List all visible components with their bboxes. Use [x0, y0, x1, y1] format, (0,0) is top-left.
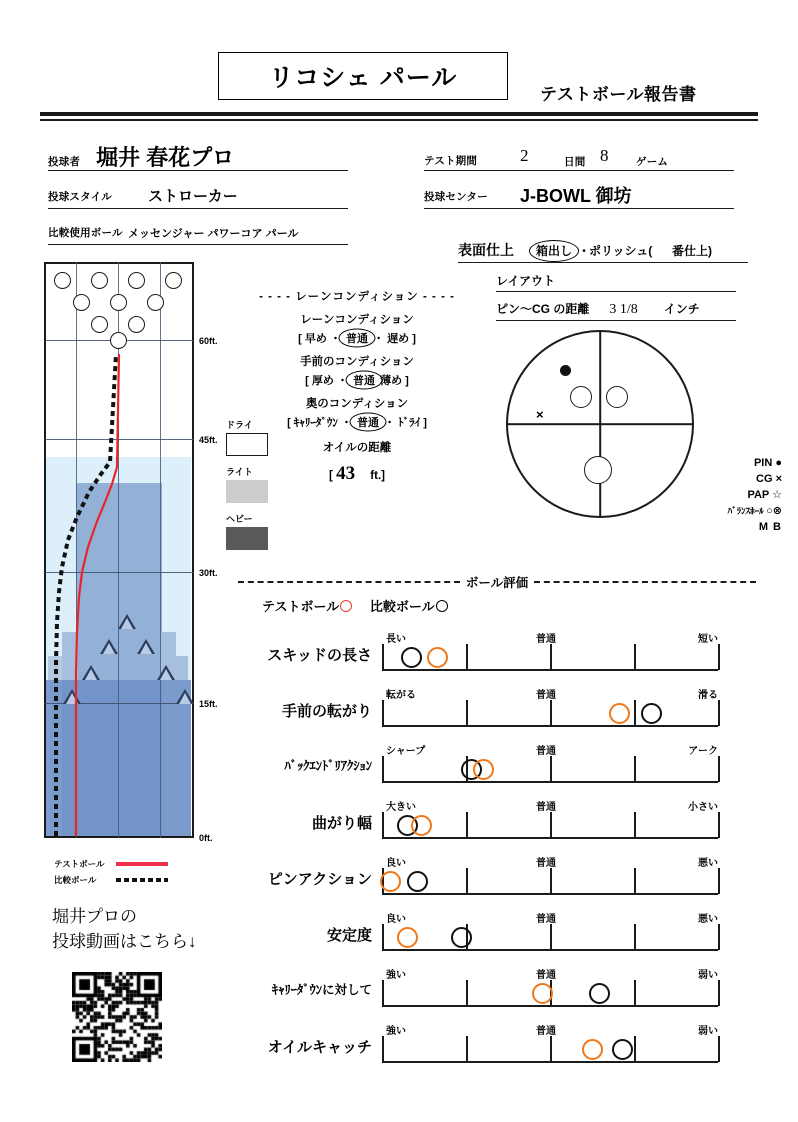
test-ball-path: [76, 354, 119, 836]
compare-ball-line-swatch: [116, 878, 168, 882]
key-test-label: テストボール: [262, 599, 340, 614]
surface-label: 表面仕上: [458, 242, 514, 258]
scale-row: [236, 910, 758, 966]
scale-tick: [382, 700, 384, 726]
scale-row: [236, 798, 758, 854]
lc-g1-opt-2[interactable]: 薄め: [380, 375, 403, 387]
lane-diagram: [44, 262, 194, 838]
dash-left: [238, 581, 460, 583]
lc-g1-opt-1-selected[interactable]: 普通: [351, 372, 377, 388]
scale-bar[interactable]: [382, 966, 718, 1016]
path-legend-test-row: [54, 858, 204, 870]
scale-label-right: 悪い: [698, 914, 718, 925]
scale-label-right: 弱い: [698, 970, 718, 981]
layout-title: レイアウト: [496, 272, 736, 292]
ball-legend-mb-label: M B: [758, 520, 782, 533]
compare-ball-label: 比較使用ボール: [48, 227, 123, 239]
lc-g0-opt-1-selected[interactable]: 普通: [344, 330, 370, 346]
scale-tick: [550, 644, 552, 670]
bowler-label: 投球者: [48, 156, 81, 168]
test-period-field: [424, 146, 734, 171]
compare-ball-marker[interactable]: [641, 703, 662, 724]
scale-tick: [466, 700, 468, 726]
scale-row-label: 安定度: [326, 927, 372, 944]
lc-group-1-options: [252, 372, 462, 388]
lc-group-1-name: 手前のコンディション: [300, 356, 414, 368]
compare-ball-marker[interactable]: [451, 927, 472, 948]
style-field: [48, 180, 348, 209]
header-rule-thin: [40, 119, 758, 121]
cg-marker-icon: ×: [536, 407, 544, 422]
scale-tick: [382, 644, 384, 670]
scale-tick: [634, 924, 636, 950]
scale-tick: [550, 1036, 552, 1062]
scale-tick: [634, 1036, 636, 1062]
scale-label-mid: 普通: [536, 802, 556, 813]
oil-distance-value[interactable]: 43: [336, 463, 356, 484]
scale-tick: [382, 1036, 384, 1062]
test-ball-marker[interactable]: [609, 703, 630, 724]
test-ball-marker[interactable]: [427, 647, 448, 668]
test-games-unit: ゲーム: [636, 156, 669, 168]
pin-marker-icon: [560, 365, 571, 376]
compare-ball-marker[interactable]: [407, 871, 428, 892]
scale-label-mid: 普通: [536, 970, 556, 981]
scale-tick: [634, 700, 636, 726]
header-rule-thick: [40, 112, 758, 116]
ball-path-overlay: [44, 262, 194, 838]
scale-label-right: 滑る: [698, 690, 718, 701]
scale-label-mid: 普通: [536, 914, 556, 925]
ball-name-box: [218, 52, 508, 100]
oil-legend-swatch-heavy: [226, 527, 268, 550]
lc-g0-close: ]: [412, 333, 416, 345]
key-compare-circle-icon: [436, 600, 448, 612]
lc-g2-opt-0[interactable]: ｷｬﾘｰﾀﾞｳﾝ: [293, 417, 338, 429]
video-prompt-line2: 投球動画はこちら↓: [52, 931, 197, 951]
scale-label-right: 悪い: [698, 858, 718, 869]
test-ball-marker[interactable]: [380, 871, 401, 892]
scale-tick: [718, 812, 720, 838]
scale-tick: [550, 812, 552, 838]
ball-legend: [686, 456, 782, 536]
lane-ft-label-0: 0ft.: [199, 833, 213, 843]
finger-hole: [606, 386, 628, 408]
scale-tick: [634, 756, 636, 782]
ball-legend-pin-row: [686, 456, 782, 472]
lc-g2-open: [: [287, 417, 291, 429]
scale-tick: [718, 644, 720, 670]
lane-ft-label-60: 60ft.: [199, 336, 218, 346]
test-ball-line-swatch: [116, 862, 168, 865]
path-legend-compare-label: 比較ボール: [54, 875, 97, 885]
ball-legend-cg-row: [686, 472, 782, 488]
lc-g1-opt-0[interactable]: 厚め: [311, 375, 334, 387]
scale-tick: [634, 644, 636, 670]
test-games-value: 8: [600, 146, 609, 165]
cg-symbol-icon: ×: [775, 472, 782, 485]
scale-tick: [718, 756, 720, 782]
scale-bar[interactable]: [382, 630, 718, 680]
compare-ball-path: [56, 354, 116, 836]
scale-label-left: 強い: [386, 1026, 406, 1037]
oil-legend-name-dry: ドライ: [226, 420, 253, 430]
lane-ft-label-45: 45ft.: [199, 435, 218, 445]
scale-tick: [550, 700, 552, 726]
lc-g0-sep2: ・: [373, 333, 385, 345]
ball-legend-pap-row: [686, 488, 782, 504]
scale-row: [236, 686, 758, 742]
oil-legend-name-heavy: ヘビー: [226, 514, 253, 524]
lc-g2-opt-2[interactable]: ﾄﾞﾗｲ: [398, 417, 421, 429]
scale-tick: [550, 756, 552, 782]
scale-tick: [466, 1036, 468, 1062]
scale-tick: [718, 868, 720, 894]
scale-label-right: 小さい: [688, 802, 718, 813]
lc-group-2-options: [252, 414, 462, 430]
scale-label-left: 強い: [386, 970, 406, 981]
scale-label-right: 短い: [698, 634, 718, 645]
center-value: J-BOWL 御坊: [520, 186, 632, 206]
thumb-hole: [584, 456, 612, 484]
lc-g0-opt-0[interactable]: 早め: [304, 333, 327, 345]
evaluation-scales: [236, 630, 758, 1078]
dash-left: - - - -: [259, 291, 291, 303]
scale-tick: [718, 924, 720, 950]
compare-ball-marker[interactable]: [589, 983, 610, 1004]
oil-distance-open: [: [329, 470, 333, 482]
scale-row: [236, 742, 758, 798]
test-ball-marker[interactable]: [473, 759, 494, 780]
balance-hole-symbol-icon: ○⊗: [766, 504, 782, 517]
scale-row: [236, 1022, 758, 1078]
finger-hole: [570, 386, 592, 408]
scale-row-label: ｷｬﾘｰﾀﾞｳﾝに対して: [271, 983, 372, 997]
lane-condition-heading-text: レーンコンディション: [295, 291, 419, 303]
scale-tick: [634, 980, 636, 1006]
scale-tick: [382, 756, 384, 782]
scale-row-label: スキッドの長さ: [267, 647, 372, 664]
scale-bar[interactable]: [382, 910, 718, 960]
scale-tick: [718, 980, 720, 1006]
test-period-label: テスト期間: [424, 155, 478, 167]
surface-grit-tail: 番仕上): [672, 244, 712, 258]
path-legend-compare-row: [54, 874, 204, 886]
lc-g0-open: [: [298, 333, 302, 345]
lc-g2-close: ]: [423, 417, 427, 429]
compare-ball-field: [48, 218, 348, 245]
scale-tick: [466, 644, 468, 670]
ball-name: リコシェ パール: [268, 64, 458, 92]
scale-label-right: 弱い: [698, 1026, 718, 1037]
pin-cg-unit: インチ: [663, 302, 700, 316]
pin-symbol-icon: ●: [775, 457, 782, 469]
scale-label-mid: 普通: [536, 858, 556, 869]
lc-group-0-options: [252, 330, 462, 346]
scale-label-mid: 普通: [536, 746, 556, 757]
scale-label-mid: 普通: [536, 1026, 556, 1037]
oil-legend-name-light: ライト: [226, 467, 253, 477]
scale-label-left: 良い: [386, 858, 406, 869]
ball-layout-diagram: [506, 330, 694, 518]
ball-legend-balance-row: [686, 504, 782, 520]
bowler-name: 堀井 春花プロ: [96, 145, 235, 170]
scale-bar[interactable]: [382, 742, 718, 792]
test-ball-marker[interactable]: [532, 983, 553, 1004]
scale-tick: [382, 812, 384, 838]
scale-row: [236, 966, 758, 1022]
surface-selected-box-out: 箱出し: [536, 244, 573, 258]
surface-separator: ・: [578, 244, 591, 258]
key-compare-label: 比較ボール: [369, 599, 435, 614]
lane-ft-label-30: 30ft.: [199, 568, 218, 578]
evaluation-key: [262, 596, 448, 615]
oil-distance-unit: ft.]: [370, 470, 385, 482]
lc-g2-opt-1-selected[interactable]: 普通: [355, 414, 381, 430]
qr-code[interactable]: [72, 972, 162, 1062]
ball-axis-horizontal: [508, 423, 692, 425]
center-field: [424, 180, 734, 209]
report-type-label: テストボール報告書: [540, 85, 697, 104]
test-ball-marker[interactable]: [582, 1039, 603, 1060]
scale-row-label: オイルキャッチ: [267, 1039, 372, 1056]
pap-symbol-icon: ☆: [772, 488, 782, 501]
lane-condition-block: [252, 288, 462, 485]
scale-tick: [634, 868, 636, 894]
compare-ball-marker[interactable]: [401, 647, 422, 668]
evaluation-section-title: ボール評価: [465, 576, 529, 590]
surface-polish-option: ポリッシュ(: [589, 244, 653, 258]
center-label: 投球センター: [424, 191, 488, 203]
scale-tick: [382, 924, 384, 950]
scale-label-left: 転がる: [386, 690, 416, 701]
lane-condition-heading: [252, 288, 462, 304]
scale-label-left: 良い: [386, 914, 406, 925]
style-value: ストローカー: [148, 188, 238, 205]
pin-cg-label: ピン～CG の距離: [496, 302, 590, 316]
scale-tick: [634, 812, 636, 838]
lc-g2-sep1: ・: [340, 417, 352, 429]
scale-tick: [718, 700, 720, 726]
oil-distance-label: オイルの距離: [322, 442, 392, 454]
lc-g1-sep1: ・: [336, 375, 348, 387]
scale-tick: [466, 980, 468, 1006]
scale-tick: [550, 924, 552, 950]
ball-legend-pin-label: PIN: [753, 457, 773, 469]
video-prompt: [52, 905, 252, 954]
scale-tick: [550, 868, 552, 894]
scale-bar[interactable]: [382, 686, 718, 736]
scale-label-left: 大きい: [386, 802, 416, 813]
lc-g1-open: [: [305, 375, 309, 387]
ball-legend-balance-label: ﾊﾞﾗﾝｽﾎｰﾙ: [727, 505, 764, 516]
scale-label-left: 長い: [386, 634, 406, 645]
lc-g2-sep2: ・: [384, 417, 396, 429]
scale-row: [236, 854, 758, 910]
compare-ball-marker[interactable]: [612, 1039, 633, 1060]
scale-tick: [466, 868, 468, 894]
scale-row-label: 曲がり幅: [311, 815, 372, 832]
scale-tick: [382, 980, 384, 1006]
lc-g0-opt-2[interactable]: 遅め: [387, 333, 410, 345]
pin-cg-row: [496, 300, 736, 321]
scale-label-mid: 普通: [536, 634, 556, 645]
test-days-unit: 日間: [564, 156, 586, 168]
ball-legend-pap-label: PAP: [747, 488, 770, 501]
scale-bar[interactable]: [382, 854, 718, 904]
test-ball-marker[interactable]: [397, 927, 418, 948]
video-prompt-line1: 堀井プロの: [52, 907, 137, 926]
scale-row: [236, 630, 758, 686]
scale-row-label: ピンアクション: [267, 871, 372, 888]
test-ball-marker[interactable]: [411, 815, 432, 836]
lc-g0-sep1: ・: [329, 333, 341, 345]
lc-group-0-name: レーンコンディション: [300, 314, 414, 326]
scale-label-mid: 普通: [536, 690, 556, 701]
scale-row-label: ﾊﾞｯｸｴﾝﾄﾞﾘｱｸｼｮﾝ: [284, 759, 372, 773]
test-days-value: 2: [520, 146, 529, 165]
surface-field: [458, 236, 748, 263]
style-label: 投球スタイル: [48, 191, 112, 203]
scale-row-label: 手前の転がり: [281, 703, 372, 720]
compare-ball-value: メッセンジャー パワーコア パール: [128, 228, 299, 240]
scale-label-right: アーク: [688, 746, 718, 757]
ball-legend-cg-label: CG: [756, 472, 773, 485]
scale-label-left: シャープ: [386, 746, 426, 757]
lane-ft-label-15: 15ft.: [199, 699, 218, 709]
dash-right: [534, 581, 756, 583]
scale-tick: [718, 1036, 720, 1062]
oil-distance-row: [252, 463, 462, 485]
scale-tick: [466, 812, 468, 838]
path-legend: [54, 858, 204, 890]
lc-group-2-name: 奥のコンディション: [305, 398, 409, 410]
bowler-field: [48, 140, 348, 171]
scale-bar[interactable]: [382, 798, 718, 848]
key-test-circle-icon: [340, 600, 352, 612]
lc-g1-close: ]: [405, 375, 409, 387]
dash-right: - - - -: [423, 291, 455, 303]
scale-bar[interactable]: [382, 1022, 718, 1072]
evaluation-separator: [238, 576, 756, 588]
path-legend-test-label: テストボール: [54, 859, 105, 869]
pin-cg-value[interactable]: 3 1/8: [609, 302, 638, 317]
